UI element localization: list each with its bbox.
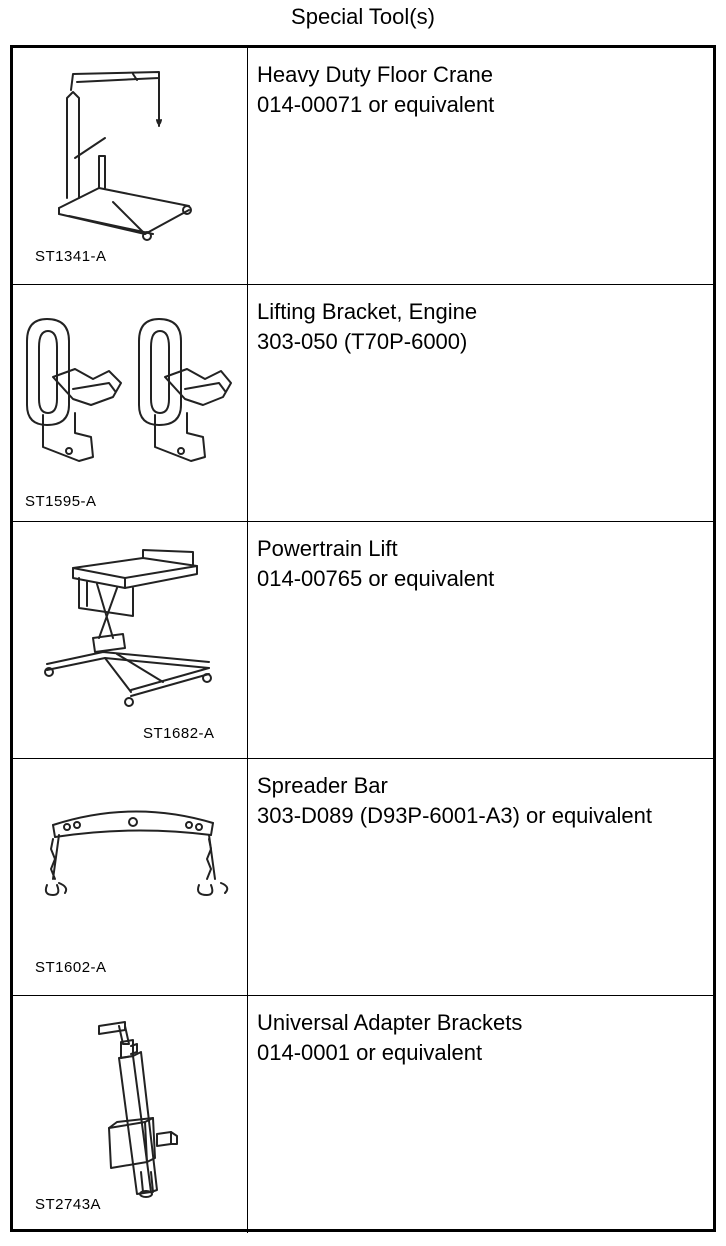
page-title: Special Tool(s) <box>291 4 435 29</box>
tool-name: Spreader Bar <box>257 773 388 798</box>
tool-number: 014-00071 or equivalent <box>257 92 495 117</box>
tool-description <box>257 60 709 120</box>
tool-description <box>257 534 709 594</box>
tool-description <box>257 297 709 357</box>
tool-row <box>13 759 713 996</box>
tool-row <box>13 48 713 285</box>
tool-code: ST1341-A <box>35 248 107 265</box>
tool-name: Lifting Bracket, Engine <box>257 299 478 324</box>
tool-row <box>13 285 713 522</box>
tool-code: ST1602-A <box>35 959 107 976</box>
tool-row <box>13 522 713 759</box>
tool-code: ST1682-A <box>143 725 215 742</box>
tool-row <box>13 996 713 1233</box>
tool-number: 303-D089 (D93P-6001-A3) or equivalent <box>257 803 653 828</box>
tool-image-cell <box>13 285 248 521</box>
tool-image-cell <box>13 522 248 758</box>
tool-image-cell <box>13 759 248 995</box>
tool-name: Powertrain Lift <box>257 536 398 561</box>
special-tools-table <box>10 45 716 1232</box>
tool-code: ST2743A <box>35 1196 102 1213</box>
powertrain-lift-icon <box>13 522 247 758</box>
tool-description <box>257 1008 709 1068</box>
tool-number: 303-050 (T70P-6000) <box>257 329 468 354</box>
tool-code: ST1595-A <box>25 493 97 510</box>
tool-name: Universal Adapter Brackets <box>257 1010 523 1035</box>
tool-number: 014-00765 or equivalent <box>257 566 495 591</box>
tool-image-cell <box>13 996 248 1233</box>
lifting-bracket-icon <box>13 285 247 521</box>
tool-name: Heavy Duty Floor Crane <box>257 62 493 87</box>
tool-number: 014-0001 or equivalent <box>257 1040 483 1065</box>
tool-image-cell <box>13 48 248 284</box>
tool-description <box>257 771 709 831</box>
